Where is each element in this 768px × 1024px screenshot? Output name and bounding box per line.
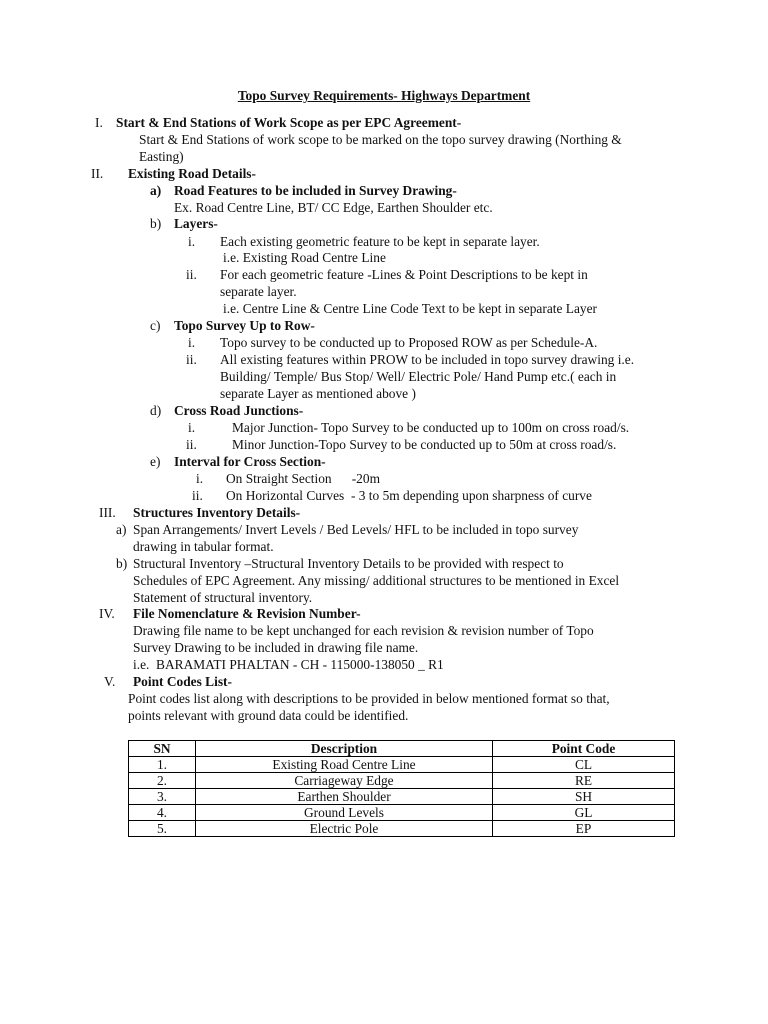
section-2e-heading: Interval for Cross Section- [174, 454, 326, 469]
section-2c-ii-text-line-3: separate Layer as mentioned above ) [220, 386, 416, 401]
cell-description: Earthen Shoulder [196, 789, 493, 805]
section-2b-ii-text-line-2: separate layer. [220, 284, 297, 299]
table-row [129, 789, 675, 805]
section-2-heading: Existing Road Details- [128, 166, 256, 181]
cell-point-code: GL [493, 805, 675, 821]
section-2b-i-example: i.e. Existing Road Centre Line [223, 250, 386, 265]
section-2b-ii-text-line-1: For each geometric feature -Lines & Point Descriptions to be kept in [220, 267, 588, 282]
section-2e-ii-number: ii. [192, 488, 203, 503]
point-codes-table [128, 740, 675, 837]
section-3-number: III. [99, 505, 116, 520]
section-1-number: I. [95, 115, 103, 130]
section-2e-i-text: On Straight Section -20m [226, 471, 380, 486]
section-3b-text-line-1: Structural Inventory –Structural Inventory Details to be provided with respect to [133, 556, 564, 571]
section-2c-i-text: Topo survey to be conducted up to Proposed ROW as per Schedule-A. [220, 335, 598, 350]
cell-description: Electric Pole [196, 821, 493, 837]
section-2b-heading: Layers- [174, 216, 218, 231]
section-2b-ii-number: ii. [186, 267, 197, 282]
cell-sn: 2. [129, 773, 196, 789]
section-2b-ii-example: i.e. Centre Line & Centre Line Code Text to be kept in separate Layer [223, 301, 597, 316]
section-4-text-line-1: Drawing file name to be kept unchanged for each revision & revision number of Topo [133, 623, 594, 638]
section-2e-label: e) [150, 454, 161, 469]
section-2d-i-number: i. [188, 420, 196, 435]
section-1-heading: Start & End Stations of Work Scope as per EPC Agreement- [116, 115, 462, 130]
table-row [129, 773, 675, 789]
cell-description: Carriageway Edge [196, 773, 493, 789]
section-2b-i-number: i. [188, 234, 196, 249]
section-2c-heading: Topo Survey Up to Row- [174, 318, 315, 333]
section-1-text-line-2: Easting) [139, 149, 184, 164]
cell-sn: 1. [129, 757, 196, 773]
cell-sn: 3. [129, 789, 196, 805]
section-2c-label: c) [150, 318, 161, 333]
section-2a-text: Ex. Road Centre Line, BT/ CC Edge, Earthen Shoulder etc. [174, 200, 493, 215]
section-3a-text-line-2: drawing in tabular format. [133, 539, 274, 554]
cell-point-code: RE [493, 773, 675, 789]
section-3-heading: Structures Inventory Details- [133, 505, 301, 520]
section-2d-i-text: Major Junction- Topo Survey to be conducted up to 100m on cross road/s. [232, 420, 630, 435]
section-2e-i-number: i. [196, 471, 204, 486]
section-2e-ii-text: On Horizontal Curves - 3 to 5m depending upon sharpness of curve [226, 488, 592, 503]
section-2c-ii-text-line-2: Building/ Temple/ Bus Stop/ Well/ Electric Pole/ Hand Pump etc.( each in [220, 369, 617, 384]
section-2c-ii-number: ii. [186, 352, 197, 367]
section-4-number: IV. [99, 606, 115, 621]
section-4-text-line-3: i.e. BARAMATI PHALTAN - CH - 115000-138050 _ R1 [133, 657, 444, 672]
section-2d-ii-number: ii. [186, 437, 197, 452]
section-2c-i-number: i. [188, 335, 196, 350]
cell-sn: 4. [129, 805, 196, 821]
section-3b-label: b) [116, 556, 128, 571]
section-2a-heading: Road Features to be included in Survey Drawing- [174, 183, 457, 198]
section-1-text-line-1: Start & End Stations of work scope to be marked on the topo survey drawing (Northing & [139, 132, 622, 147]
section-2b-i-text: Each existing geometric feature to be kept in separate layer. [220, 234, 540, 249]
section-2b-label: b) [150, 216, 162, 231]
section-4-text-line-2: Survey Drawing to be included in drawing file name. [133, 640, 419, 655]
section-3a-label: a) [116, 522, 127, 537]
cell-description: Ground Levels [196, 805, 493, 821]
section-2c-ii-text-line-1: All existing features within PROW to be included in topo survey drawing i.e. [220, 352, 635, 367]
section-2d-heading: Cross Road Junctions- [174, 403, 304, 418]
section-2a-label: a) [150, 183, 162, 198]
table-row [129, 821, 675, 837]
table-header-row [129, 741, 675, 757]
section-2d-label: d) [150, 403, 162, 418]
section-2-number: II. [91, 166, 104, 181]
section-5-heading: Point Codes List- [133, 674, 232, 689]
table-row [129, 757, 675, 773]
section-3a-text-line-1: Span Arrangements/ Invert Levels / Bed Levels/ HFL to be included in topo survey [133, 522, 579, 537]
cell-description: Existing Road Centre Line [196, 757, 493, 773]
table-row [129, 805, 675, 821]
column-header-point-code: Point Code [493, 741, 675, 757]
section-4-heading: File Nomenclature & Revision Number- [133, 606, 361, 621]
cell-point-code: EP [493, 821, 675, 837]
cell-sn: 5. [129, 821, 196, 837]
cell-point-code: CL [493, 757, 675, 773]
section-5-text-line-1: Point codes list along with descriptions to be provided in below mentioned format so that, [128, 691, 610, 706]
column-header-description: Description [196, 741, 493, 757]
cell-point-code: SH [493, 789, 675, 805]
column-header-sn: SN [129, 741, 196, 757]
section-5-text-line-2: points relevant with ground data could be identified. [128, 708, 409, 723]
section-2d-ii-text: Minor Junction-Topo Survey to be conducted up to 50m at cross road/s. [232, 437, 617, 452]
page-title: Topo Survey Requirements- Highways Department [237, 88, 531, 103]
section-3b-text-line-2: Schedules of EPC Agreement. Any missing/ additional structures to be mentioned in Excel [133, 573, 620, 588]
section-3b-text-line-3: Statement of structural inventory. [133, 590, 313, 605]
section-5-number: V. [104, 674, 116, 689]
